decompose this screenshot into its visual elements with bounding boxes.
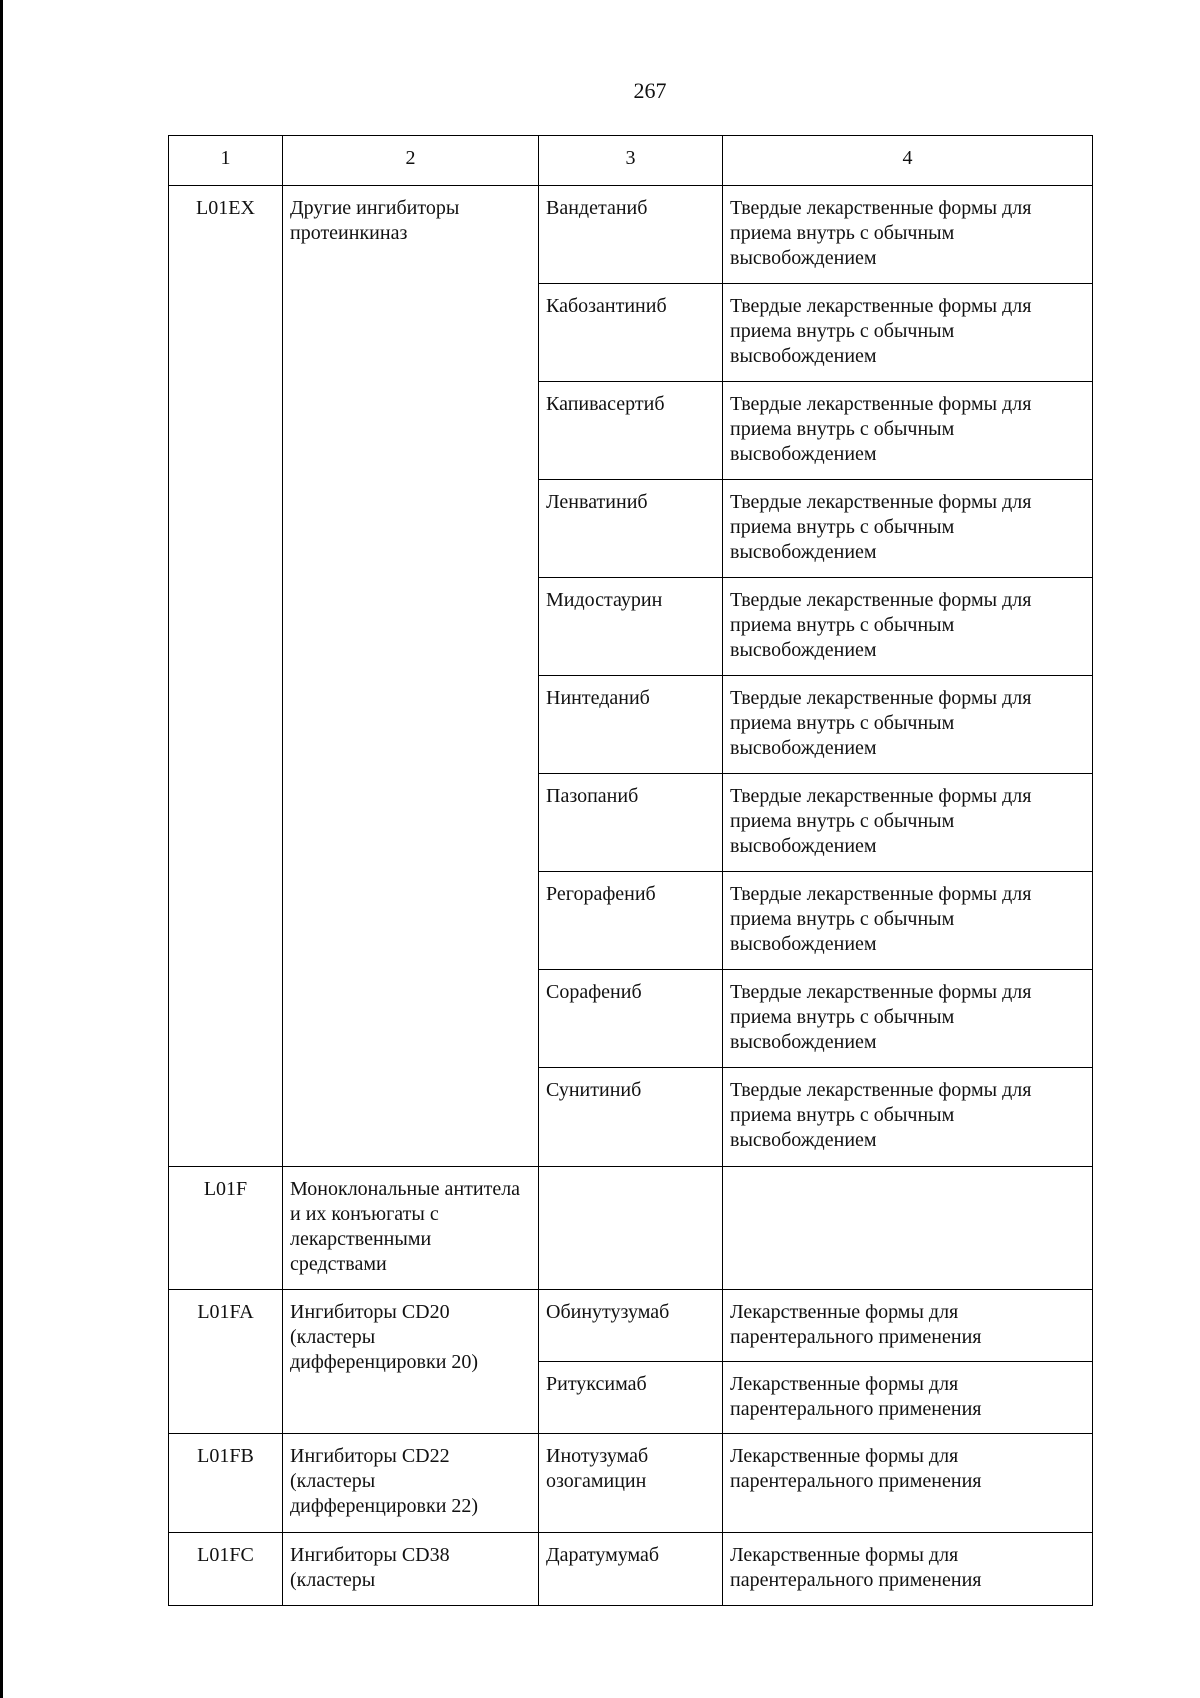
dosage-form: Твердые лекарственные формы для приема внутрь с обычным высвобождением	[723, 284, 1093, 382]
page-number: 267	[633, 78, 667, 103]
dosage-form: Твердые лекарственные формы для приема внутрь с обычным высвобождением	[723, 1068, 1093, 1167]
header-col-4: 4	[723, 136, 1093, 186]
group-name-l01fb: Ингибиторы CD22 (кластеры дифференцировки 22)	[283, 1434, 539, 1533]
drug-table	[168, 135, 1093, 1606]
dosage-form: Твердые лекарственные формы для приема внутрь с обычным высвобождением	[723, 382, 1093, 480]
drug-name: Регорафениб	[539, 872, 723, 970]
dosage-form: Лекарственные формы для парентерального применения	[723, 1434, 1093, 1533]
table-row	[169, 1434, 1093, 1533]
group-code-l01f: L01F	[169, 1167, 283, 1290]
drug-name: Нинтеданиб	[539, 676, 723, 774]
dosage-form: Твердые лекарственные формы для приема внутрь с обычным высвобождением	[723, 676, 1093, 774]
table-row	[169, 1167, 1093, 1290]
empty-cell	[723, 1167, 1093, 1290]
header-col-2: 2	[283, 136, 539, 186]
dosage-form: Твердые лекарственные формы для приема внутрь с обычным высвобождением	[723, 872, 1093, 970]
drug-name: Ленватиниб	[539, 480, 723, 578]
group-name-l01fa: Ингибиторы CD20 (кластеры дифференцировки 20)	[283, 1290, 539, 1434]
group-name-l01ex: Другие ингибиторы протеинкиназ	[283, 186, 539, 1167]
group-code-l01fc: L01FC	[169, 1533, 283, 1606]
drug-name: Кабозантиниб	[539, 284, 723, 382]
dosage-form: Твердые лекарственные формы для приема внутрь с обычным высвобождением	[723, 774, 1093, 872]
group-code-l01fa: L01FA	[169, 1290, 283, 1434]
drug-name: Сорафениб	[539, 970, 723, 1068]
drug-name: Инотузумаб озогамицин	[539, 1434, 723, 1533]
empty-cell	[539, 1167, 723, 1290]
group-name-l01f: Моноклональные антитела и их конъюгаты с лекарственными средствами	[283, 1167, 539, 1290]
dosage-form: Твердые лекарственные формы для приема внутрь с обычным высвобождением	[723, 970, 1093, 1068]
drug-name: Пазопаниб	[539, 774, 723, 872]
table-row	[169, 186, 1093, 284]
drug-name: Мидостаурин	[539, 578, 723, 676]
table-row	[169, 1533, 1093, 1606]
header-col-3: 3	[539, 136, 723, 186]
drug-name: Капивасертиб	[539, 382, 723, 480]
dosage-form: Лекарственные формы для парентерального применения	[723, 1290, 1093, 1362]
drug-name: Даратумумаб	[539, 1533, 723, 1606]
dosage-form: Твердые лекарственные формы для приема внутрь с обычным высвобождением	[723, 578, 1093, 676]
scan-edge	[0, 0, 3, 1698]
dosage-form: Лекарственные формы для парентерального применения	[723, 1533, 1093, 1606]
dosage-form: Твердые лекарственные формы для приема внутрь с обычным высвобождением	[723, 186, 1093, 284]
drug-name: Сунитиниб	[539, 1068, 723, 1167]
drug-name: Вандетаниб	[539, 186, 723, 284]
drug-name: Ритуксимаб	[539, 1362, 723, 1434]
group-code-l01ex: L01EX	[169, 186, 283, 1167]
table-row	[169, 1290, 1093, 1362]
table-header-row	[169, 136, 1093, 186]
group-name-l01fc: Ингибиторы CD38 (кластеры	[283, 1533, 539, 1606]
dosage-form: Твердые лекарственные формы для приема внутрь с обычным высвобождением	[723, 480, 1093, 578]
dosage-form: Лекарственные формы для парентерального применения	[723, 1362, 1093, 1434]
header-col-1: 1	[169, 136, 283, 186]
drug-name: Обинутузумаб	[539, 1290, 723, 1362]
group-code-l01fb: L01FB	[169, 1434, 283, 1533]
